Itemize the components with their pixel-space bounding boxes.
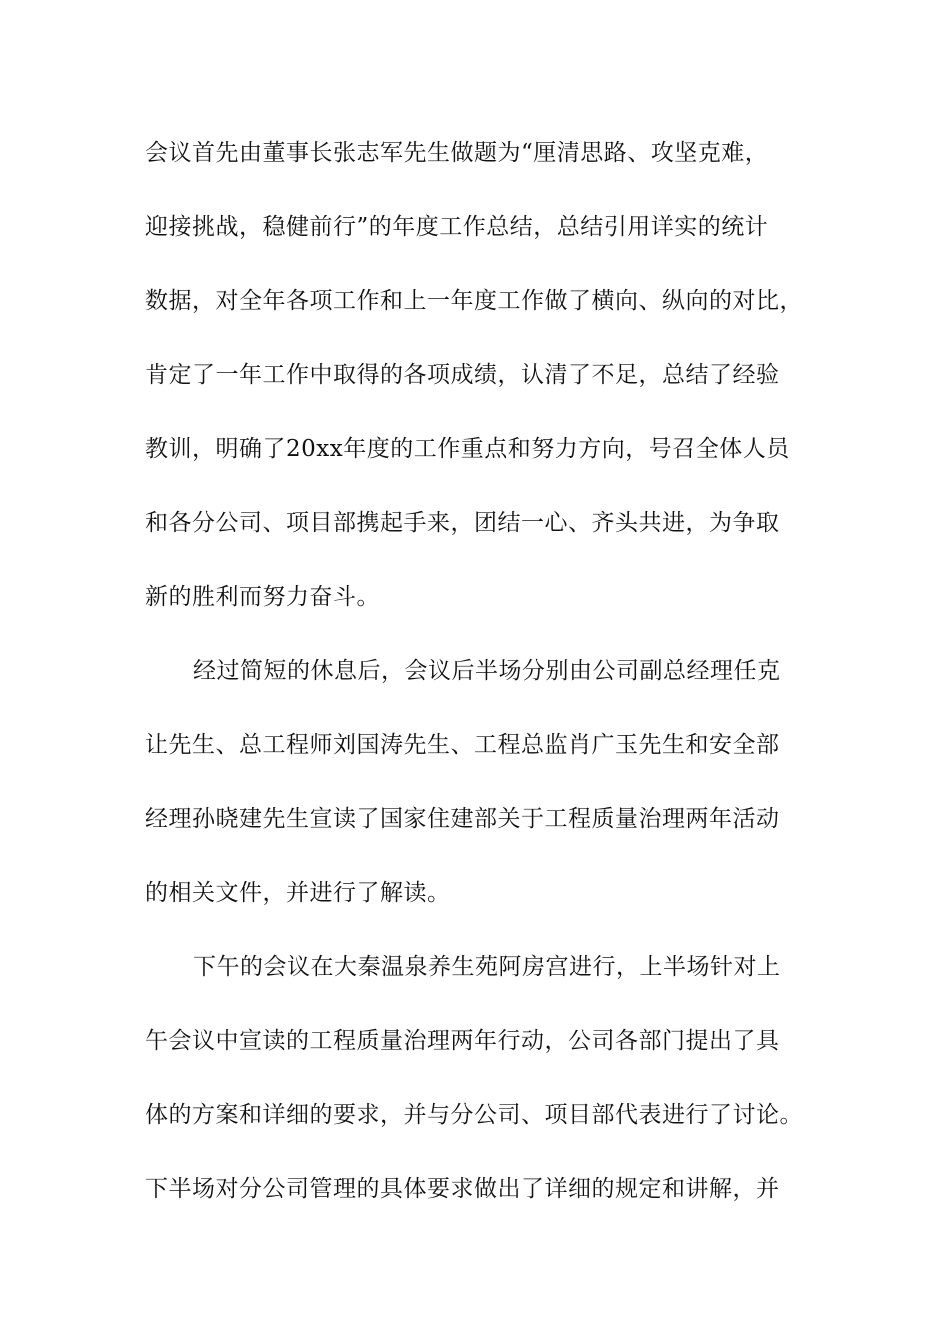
text-line: 经理孙晓建先生宣读了国家住建部关于工程质量治理两年活动 xyxy=(145,806,780,832)
text-line: 肯定了一年工作中取得的各项成绩，认清了不足，总结了经验 xyxy=(145,362,780,388)
text-line: 教训，明确了20xx年度的工作重点和努力方向，号召全体人员 xyxy=(145,436,790,462)
text-line: 让先生、总工程师刘国涛先生、工程总监肖广玉先生和安全部 xyxy=(145,732,780,758)
paragraph-start-line: 下午的会议在大秦温泉养生苑阿房宫进行，上半场针对上 xyxy=(193,954,781,980)
text-line: 午会议中宣读的工程质量治理两年行动，公司各部门提出了具 xyxy=(145,1028,780,1054)
text-line: 新的胜利而努力奋斗。 xyxy=(145,584,380,610)
body-text xyxy=(145,130,835,1240)
text-line: 数据，对全年各项工作和上一年度工作做了横向、纵向的对比， xyxy=(145,288,803,314)
text-line: 的相关文件，并进行了解读。 xyxy=(145,880,451,906)
text-line: 迎接挑战，稳健前行”的年度工作总结，总结引用详实的统计 xyxy=(145,214,769,240)
paragraph-start-line: 经过简短的休息后，会议后半场分别由公司副总经理任克 xyxy=(193,658,781,684)
text-line: 会议首先由董事长张志军先生做题为“厘清思路、攻坚克难， xyxy=(145,140,769,166)
text-line: 体的方案和详细的要求，并与分公司、项目部代表进行了讨论。 xyxy=(145,1102,803,1128)
text-line: 和各分公司、项目部携起手来，团结一心、齐头共进，为争取 xyxy=(145,510,780,536)
text-line: 下半场对分公司管理的具体要求做出了详细的规定和讲解，并 xyxy=(145,1176,780,1202)
